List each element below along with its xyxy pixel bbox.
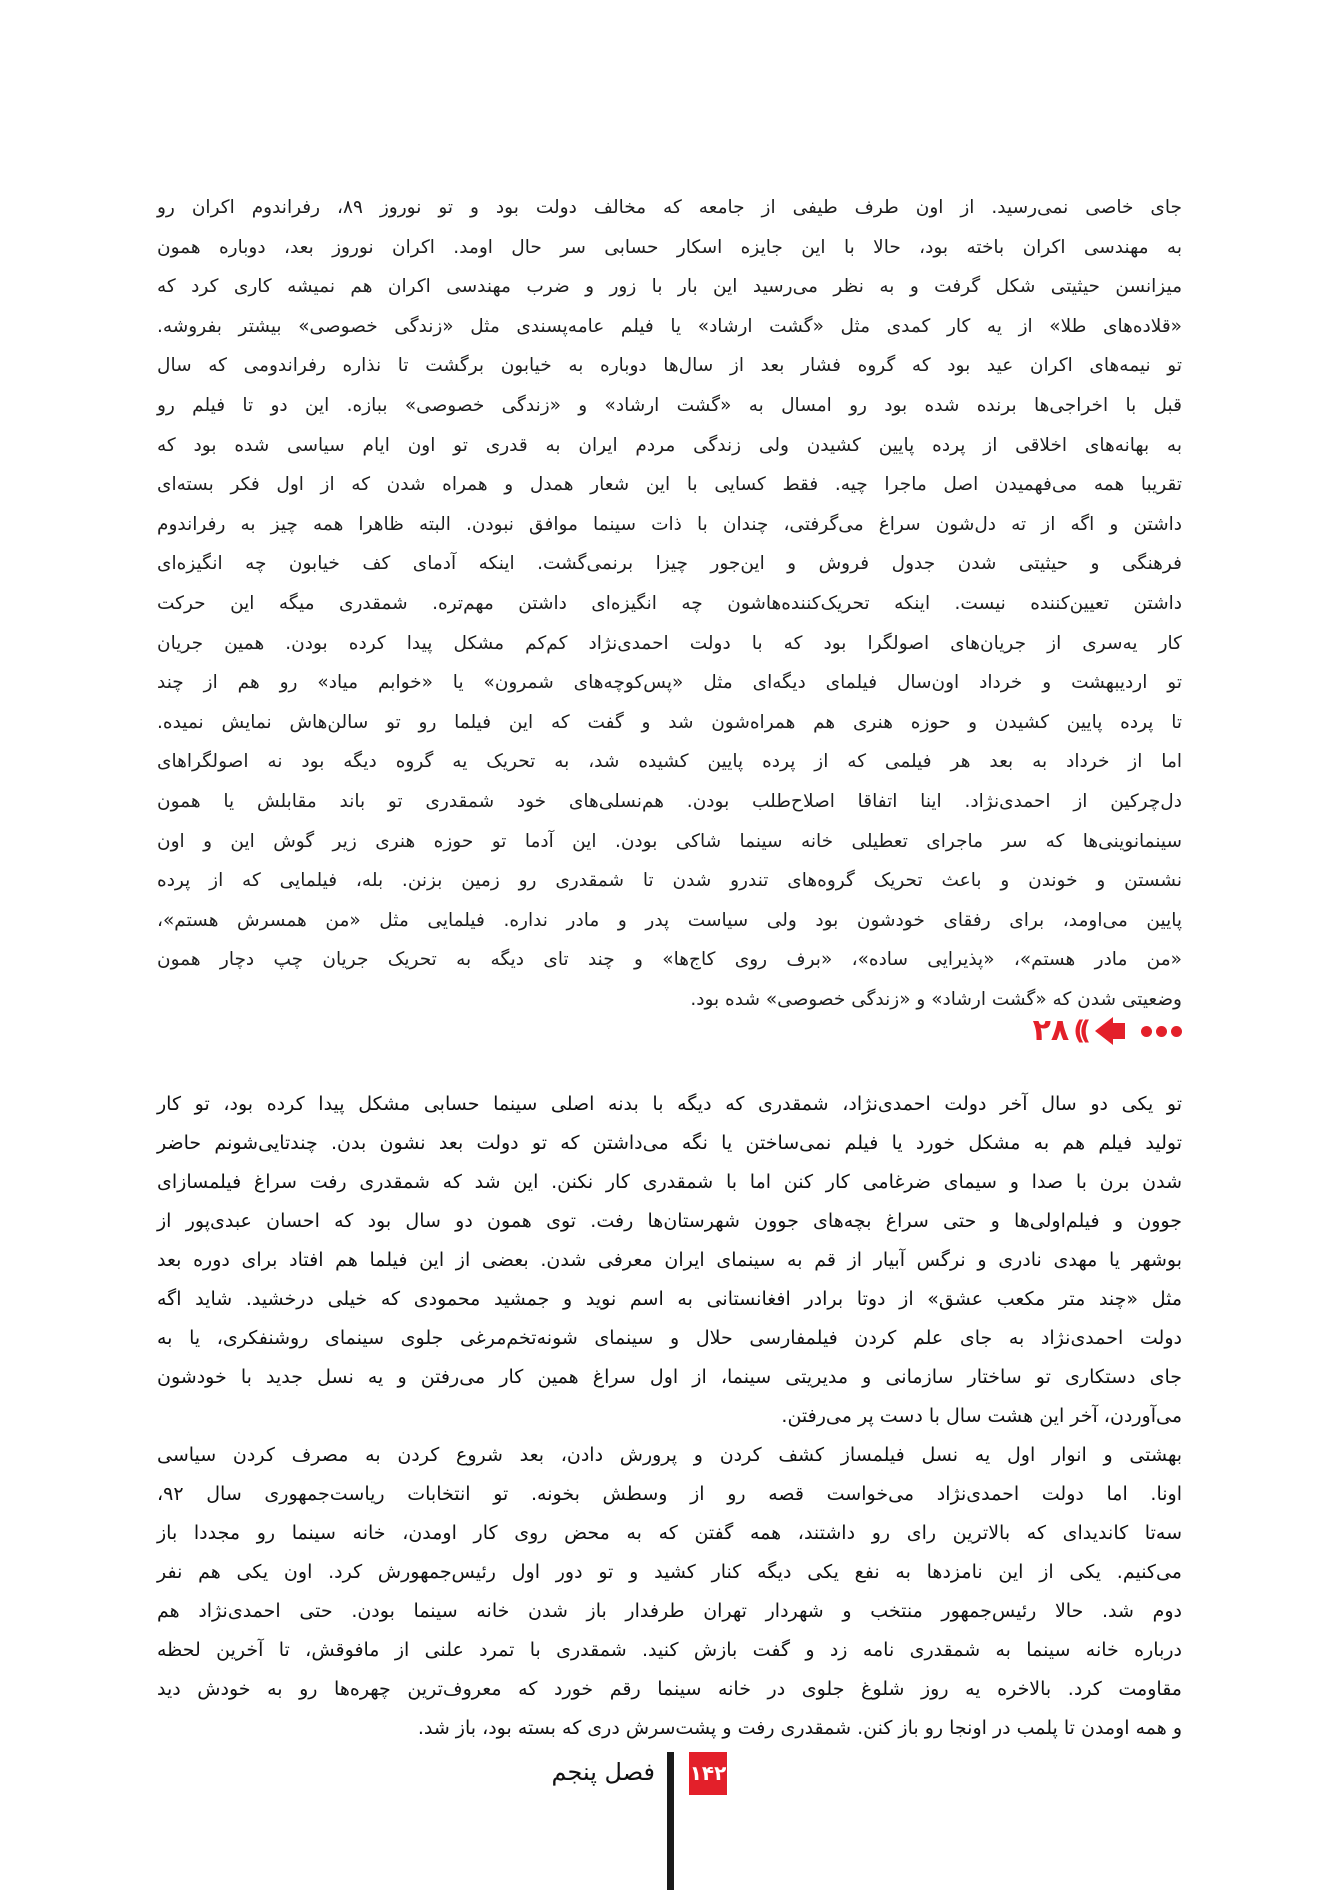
text-line: فرهنگی و حیثیتی شدن جدول فروش و این‌جور چیزا برنمی‌گشت. اینکه آدمای کف خیابون چه انگیزه‌ای [157, 553, 1182, 575]
text-line: به مهندسی اکران باخته بود، حالا با این جایزه اسکار حسابی سر حال اومد. اکران نوروز بعد، دوباره همون [157, 236, 1182, 258]
text-line: اونا. اما دولت احمدی‌نژاد می‌خواست قصه رو از وسطش بخونه. تو انتخابات ریاست‌جمهوری سال ۹۲، [157, 1483, 1182, 1505]
text-line: تولید فیلم هم به مشکل خورد یا فیلم نمی‌ساختن یا نگه می‌داشتن که تو دولت بعد نشون بدن. چندتایی‌شونم حاضر [157, 1132, 1182, 1154]
text-line: جای خاصی نمی‌رسید. از اون طرف طیفی از جامعه که مخالف دولت بود و تو نوروز ۸۹، رفراندوم اکران رو [157, 197, 1182, 218]
text-line: می‌آوردن، آخر این هشت سال با دست پر می‌رفتن. [781, 1405, 1182, 1427]
text-line: کار یه‌سری از جریان‌های اصولگرا بود که با دولت احمدی‌نژاد کم‌کم مشکل پیدا کرده بودن. همین جریان [157, 632, 1182, 654]
text-line: تو نیمه‌های اکران عید بود که گروه فشار بعد از سال‌ها دوباره به خیابون برگشت تا نذاره رفراندومی که سال [157, 355, 1182, 377]
text-line: نشستن و خوندن و باعث تحریک گروه‌های تندرو شدن تا شمقدری رو زمین بزنن. بله، فیلمایی که از پرده [157, 870, 1182, 892]
text-line: بوشهر یا مهدی نادری و نرگس آبیار از قم به سینمای ایران معرفی شدن. بعضی از این فیلما هم افتاد برای دوره بعد [157, 1249, 1182, 1271]
text-line: مقاومت کرد. بالاخره یه روز شلوغ جلوی در خانه سینما رقم خورد که معروف‌ترین چهره‌ها رو به خودش دید [157, 1678, 1182, 1700]
text-line: دل‌چرکین از احمدی‌نژاد. اینا اتفاقا اصلاح‌طلب بودن. هم‌نسلی‌های خود شمقدری تو باند مقابلش یا همون [157, 790, 1182, 812]
text-line: تو اردیبهشت و خرداد اون‌سال فیلمای دیگه‌ای مثل «پس‌کوچه‌های شمرون» یا «خوابم میاد» رو هم از چند [157, 672, 1182, 694]
sound-waves-icon: (( [1073, 1016, 1085, 1046]
text-line: جای دستکاری تو ساختار سازمانی و مدیریتی سینما، از اول سراغ همین کار می‌رفتن و یه نسل جدید با خودشون [157, 1366, 1182, 1388]
text-line: پایین می‌اومد، برای رفقای خودشون بود ولی سیاست پدر و مادر نداره. فیلمایی مثل «من همسرش هستم»، [157, 909, 1182, 931]
text-line: تا پرده پایین کشیدن و حوزه هنری هم همراه‌شون شد و گفت که این فیلما رو تو سالن‌هاش نمایش نمیده. [157, 711, 1182, 733]
marker-number: ۲۸ [1032, 1013, 1070, 1048]
text-line: جوون و فیلم‌اولی‌ها و حتی سراغ بچه‌های جوون شهرستان‌ها رفت. توی همون دو سال بود که احسان عبدی‌پور از [157, 1210, 1182, 1232]
text-line: به بهانه‌های اخلاقی از پرده پایین کشیدن ولی زندگی مردم ایران به قدری تو اون ایام سیاسی شده بود که [157, 434, 1182, 456]
text-line: مثل «چند متر مکعب عشق» از دوتا برادر افغانستانی به اسم نوید و جمشید محمودی که خیلی درخشید. شاید اگه [157, 1288, 1182, 1310]
text-line: دولت احمدی‌نژاد به جای علم کردن فیلمفارسی حلال و سینمای شونه‌تخم‌مرغی جلوی سینمای روشنفکری، یا به [157, 1327, 1182, 1349]
chapter-title: فصل پنجم [551, 1758, 655, 1786]
page-number: ۱۴۲ [689, 1752, 727, 1795]
text-line: داشتن و اگه از ته دل‌شون سراغ می‌گرفتی، چندان با ذات سینما موافق نبودن. البته ظاهرا همه چیز به رفراندوم [157, 513, 1182, 535]
text-line: و همه اومدن تا پلمب در اونجا رو باز کنن. شمقدری رفت و پشت‌سرش دری که بسته بود، باز شد. [417, 1717, 1182, 1739]
text-line: سینمانوینی‌ها که سر ماجرای تعطیلی خانه سینما شاکی بودن. این آدما تو حوزه هنری زیر گوش این و اون [157, 830, 1182, 852]
article-section-1 [157, 188, 1182, 1019]
text-line: شدن برن با صدا و سیمای ضرغامی کار کنن اما با شمقدری کار نکنن. این شد که شمقدری رفت سراغ فیلمسازای [157, 1171, 1182, 1193]
text-line: وضعیتی شدن که «گشت ارشاد» و «زندگی خصوصی» شده بود. [690, 988, 1182, 1010]
footer-divider [667, 1752, 674, 1890]
text-line: درباره خانه سینما به شمقدری نامه زد و گفت بازش کنید. شمقدری با تمرد علنی از مافوقش، تا آخرین لحظه [157, 1639, 1182, 1661]
text-line: میزانسن حیثیتی شکل گرفت و به نظر می‌رسید این بار با زور و ضرب مهندسی اکران هم نمیشه کاری کرد که [157, 276, 1182, 298]
continuation-marker [1026, 1013, 1182, 1049]
text-line: «من مادر هستم»، «پذیرایی ساده»، «برف روی کاج‌ها» و چند تای دیگه به تحریک جریان چپ دچار همون [157, 949, 1182, 971]
text-line: تو یکی دو سال آخر دولت احمدی‌نژاد، شمقدری که دیگه با بدنه اصلی سینما حسابی مشکل پیدا کرده بود، تو کار [157, 1093, 1182, 1115]
text-line: داشتن تعیین‌کننده نیست. اینکه تحریک‌کننده‌هاشون چه انگیزه‌ای داشتن مهم‌تره. شمقدری میگه این حرکت [157, 592, 1182, 614]
article-section-2 [157, 1085, 1182, 1748]
text-line: «قلاده‌های طلا» از یه کار کمدی مثل «گشت ارشاد» یا فیلم عامه‌پسندی مثل «زندگی خصوصی» بیشتر بفروشه. [157, 315, 1182, 337]
text-line: سه‌تا کاندیدای که بالاترین رای رو داشتند، همه گفتن که به محض روی کار اومدن، خانه سینما رو مجددا باز [157, 1522, 1182, 1544]
ellipsis-dots-icon [1141, 1026, 1182, 1037]
text-line: بهشتی و انوار اول یه نسل فیلمساز کشف کردن و پرورش دادن، بعد شروع کردن به مصرف کردن سیاسی [157, 1444, 1182, 1466]
text-line: قبل با اخراجی‌ها برنده شده بود رو امسال به «گشت ارشاد» و «زندگی خصوصی» ببازه. این دو تا فیلم رو [157, 394, 1182, 416]
text-line: دوم شد. حالا رئیس‌جمهور منتخب و شهردار تهران طرفدار باز شدن خانه سینما بودن. حتی احمدی‌نژاد هم [157, 1600, 1182, 1622]
speaker-icon [1093, 1014, 1129, 1048]
text-line: می‌کنیم. یکی از این نامزدها به نفع یکی دیگه کنار کشید و تو دور اول رئیس‌جمهورش کرد. اون یکی هم نفر [157, 1561, 1182, 1583]
text-line: تقریبا همه می‌فهمیدن اصل ماجرا چیه. فقط کسایی با این شعار همدل و همراه شدن که از اول فکر بسته‌ای [157, 474, 1182, 496]
text-line: اما از خرداد به بعد هر فیلمی که از پرده پایین کشیده شد، به تحریک یه گروه دیگه بود نه اصولگراهای [157, 751, 1182, 773]
